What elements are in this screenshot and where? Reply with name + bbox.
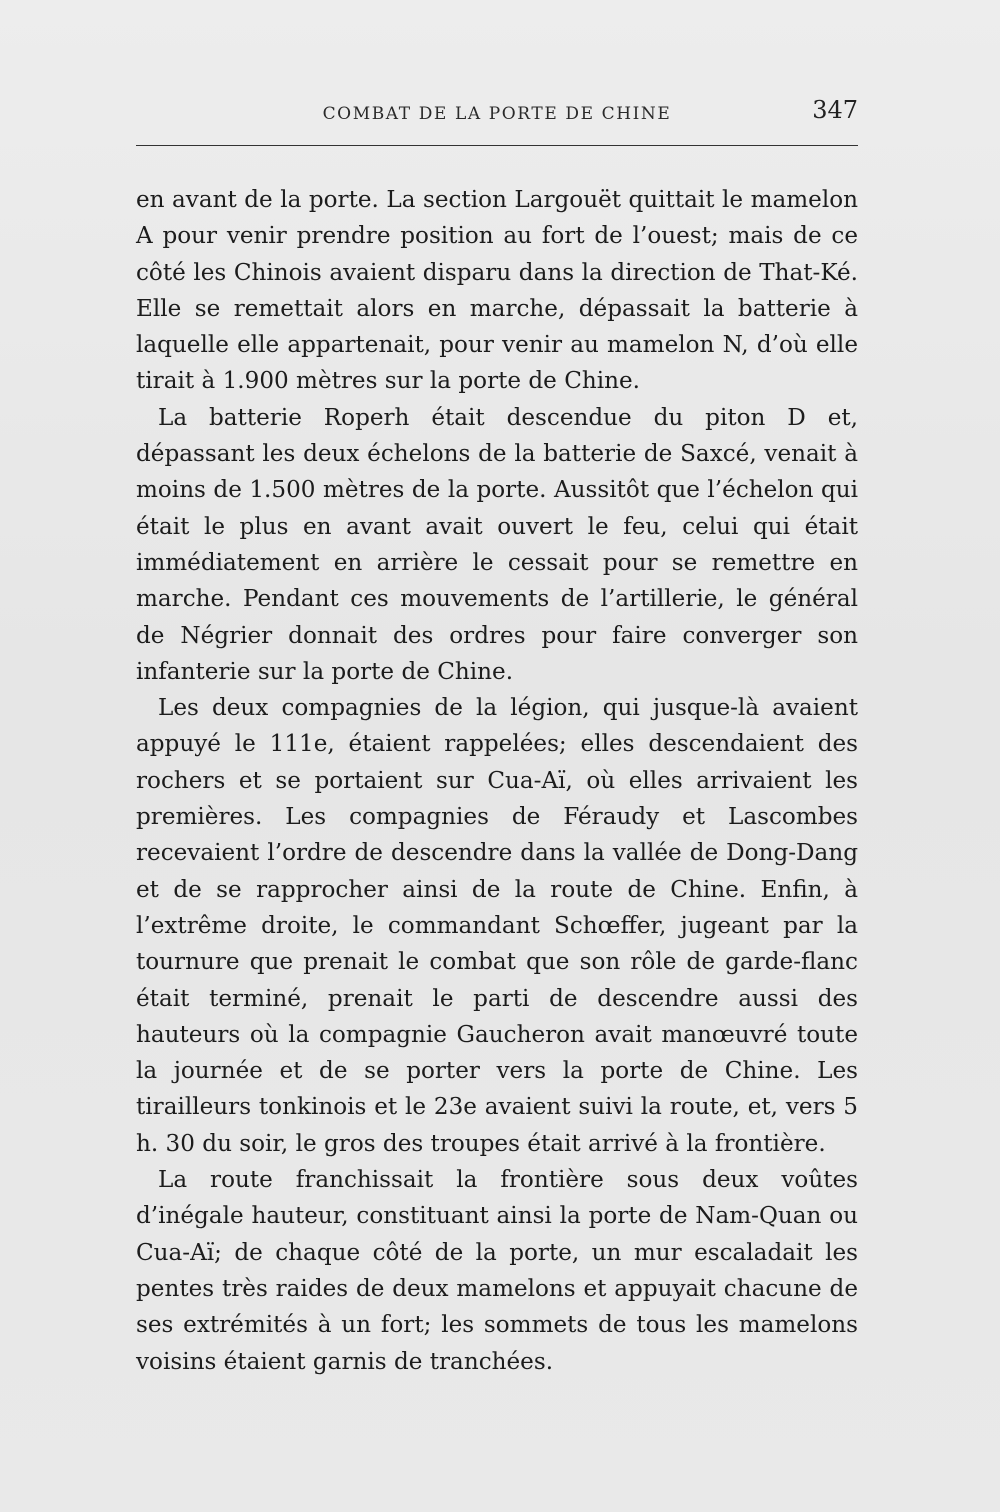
page-number: 347 [812, 96, 858, 124]
running-title: COMBAT DE LA PORTE DE CHINE [322, 104, 672, 124]
paragraph: La batterie Roperh était descendue du piton D et, dépassant les deux échelons de la batterie de Saxcé, venait à moins de 1.500 mètres de la porte. Aussitôt que l’échelon qui était le plus en avant avait ouvert le feu, celui qui était immédiatement en arrière le cessait pour se remettre en marche. Pendant ces mouvements de l’artillerie, le général de Négrier donnait des ordres pour faire converger son infanterie sur la porte de Chine. [136, 404, 858, 685]
header-rule [136, 145, 858, 146]
paragraph: Les deux compagnies de la légion, qui jusque-là avaient appuyé le 111e, étaient rappelées; elles descendaient des rochers et se portaient sur Cua-Aï, où elles arrivaient les premières. Les compagnies de Féraudy et Lascombes recevaient l’ordre de descendre dans la vallée de Dong-Dang et de se rapprocher ainsi de la route de Chine. Enfin, à l’extrême droite, le commandant Schœffer, jugeant par la tournure que prenait le combat que son rôle de garde-flanc était terminé, prenait le parti de descendre aussi des hauteurs où la compagnie Gaucheron avait manœuvré toute la journée et de se porter vers la porte de Chine. Les tirailleurs tonkinois et le 23e avaient suivi la route, et, vers 5 h. 30 du soir, le gros des troupes était arrivé à la frontière. [136, 695, 858, 1157]
paragraph: en avant de la porte. La section Largouët quittait le mamelon A pour venir prendre position au fort de l’ouest; mais de ce côté les Chinois avaient disparu dans la direction de That-Ké. Elle se remettait alors en marche, dépassait la batterie à laquelle elle appartenait, pour venir au mamelon N, d’où elle tirait à 1.900 mètres sur la porte de Chine. [136, 187, 858, 395]
page-body [136, 182, 858, 1380]
page-header [136, 96, 858, 132]
paragraph: La route franchissait la frontière sous deux voûtes d’inégale hauteur, constituant ainsi la porte de Nam-Quan ou Cua-Aï; de chaque côté de la porte, un mur escaladait les pentes très raides de deux mamelons et appuyait chacune de ses extrémités à un fort; les sommets de tous les mamelons voisins étaient garnis de tranchées. [136, 1167, 858, 1375]
